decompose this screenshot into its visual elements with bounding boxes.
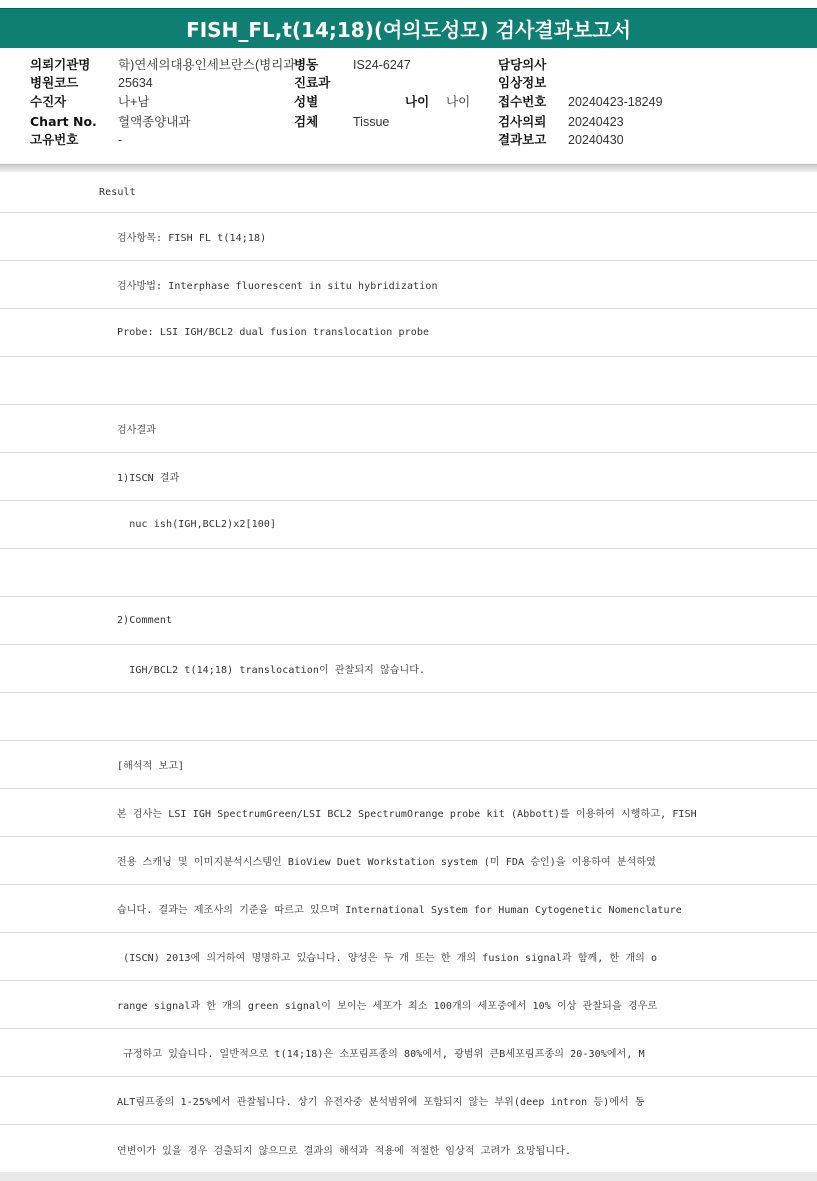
result-line xyxy=(0,453,817,501)
report-date-value: 20240430 xyxy=(568,133,624,147)
label-physician: 담당의사 xyxy=(498,57,547,72)
request-date-value: 20240423 xyxy=(568,115,624,129)
header-row xyxy=(0,131,817,149)
requesting-institution-value: 학)연세의대용인세브란스(병리과 xyxy=(118,58,296,72)
ward-value: IS24-6247 xyxy=(353,58,411,72)
result-line-text: 검사결과 xyxy=(117,425,157,436)
result-line-text: range signal과 한 개의 green signal이 보이는 세포가 최소 100개의 세포중에서 10% 이상 관찰되을 경우로 xyxy=(117,1001,658,1012)
patient-info-header xyxy=(0,52,817,164)
result-line xyxy=(0,309,817,357)
result-line-text: 연변이가 있을 경우 검출되지 않으므로 결과의 해석과 적용에 적절한 임상적 고려가 요망됩니다. xyxy=(117,1145,572,1157)
result-body xyxy=(0,172,817,1172)
label-department: 진료과 xyxy=(294,75,331,90)
result-line-text: ALT림프종의 1-25%에서 관찰됩니다. 상기 유전자중 분석범위에 포함되지 않는 부위(deep intron 등)에서 동 xyxy=(117,1097,645,1108)
result-line-text: 검사방법: Interphase fluorescent in situ hybridization xyxy=(117,281,438,292)
result-line xyxy=(0,357,817,405)
label-chart-no: Chart No. xyxy=(30,114,97,129)
label-receipt-number: 접수번호 xyxy=(498,94,547,109)
result-line xyxy=(0,837,817,885)
label-age: 나이 xyxy=(405,94,430,109)
label-requesting-institution: 의뢰기관명 xyxy=(30,57,91,72)
age-value: 나이 xyxy=(446,95,471,109)
result-line-text: 습니다. 결과는 제조사의 기준을 따르고 있으며 International System for Human Cytogenetic Nomenclature xyxy=(117,905,682,916)
result-line xyxy=(0,789,817,837)
result-line-text: [해석적 보고] xyxy=(117,761,185,772)
result-line-text: 전용 스캐닝 및 이미지분석시스템인 BioView Duet Workstation system (미 FDA 승인)을 이용하여 분석하였 xyxy=(117,857,656,868)
result-line-text: 검사항목: FISH FL t(14;18) xyxy=(117,233,267,244)
label-clinical-info: 임상정보 xyxy=(498,75,547,90)
result-line-text: 규정하고 있습니다. 일반적으로 t(14;18)은 소포림프종의 80%에서, 광범위 큰B세포림프종의 20-30%에서, M xyxy=(117,1049,645,1060)
label-unique-id: 고유번호 xyxy=(30,132,79,147)
result-line xyxy=(0,261,817,309)
label-patient: 수진자 xyxy=(30,94,67,109)
result-line-text: 2)Comment xyxy=(117,615,173,626)
result-line xyxy=(0,549,817,597)
section-divider xyxy=(0,164,817,172)
patient-value: 나+남 xyxy=(118,95,150,109)
unique-id-value: - xyxy=(118,133,123,147)
result-line-text: Result xyxy=(99,186,136,198)
header-row xyxy=(0,113,817,131)
result-line-text: nuc ish(IGH,BCL2)x2[100] xyxy=(117,519,277,530)
result-line-text: 본 검사는 LSI IGH SpectrumGreen/LSI BCL2 SpectrumOrange probe kit (Abbott)를 이용하여 시행하고, FISH xyxy=(117,809,697,820)
result-line xyxy=(0,741,817,789)
result-line-text: (ISCN) 2013에 의거하여 명명하고 있습니다. 양성은 두 개 또는 한 개의 fusion signal과 함께, 한 개의 o xyxy=(117,953,658,964)
result-line xyxy=(0,693,817,741)
header-row xyxy=(0,93,817,111)
specimen-value: Tissue xyxy=(353,115,390,129)
report-title: FISH_FL,t(14;18)(여의도성모) 검사결과보고서 xyxy=(0,8,817,48)
receipt-number-value: 20240423-18249 xyxy=(568,95,663,109)
label-ward: 병동 xyxy=(294,57,319,72)
result-line-text: 1)ISCN 결과 xyxy=(117,473,180,484)
result-line xyxy=(0,933,817,981)
header-row xyxy=(0,56,817,74)
result-line xyxy=(0,1077,817,1125)
chart-no-value: 혈액종양내과 xyxy=(118,115,191,129)
header-row xyxy=(0,74,817,92)
hospital-code-value: 25634 xyxy=(118,76,153,90)
result-line xyxy=(0,885,817,933)
result-line xyxy=(0,405,817,453)
result-line xyxy=(0,1125,817,1173)
result-line xyxy=(0,501,817,549)
result-line xyxy=(0,981,817,1029)
result-line xyxy=(0,1029,817,1077)
label-hospital-code: 병원코드 xyxy=(30,75,79,90)
result-line-text: Probe: LSI IGH/BCL2 dual fusion translocation probe xyxy=(117,327,430,338)
result-line-text: IGH/BCL2 t(14;18) translocation이 관찰되지 않습니다. xyxy=(117,665,426,676)
result-line xyxy=(0,645,817,693)
result-heading-line xyxy=(0,172,817,213)
label-sex: 성별 xyxy=(294,94,319,109)
bottom-strip xyxy=(0,1172,817,1181)
label-report-date: 결과보고 xyxy=(498,132,547,147)
label-specimen: 검체 xyxy=(294,114,319,129)
result-line xyxy=(0,213,817,261)
label-request-date: 검사의뢰 xyxy=(498,114,547,129)
result-line xyxy=(0,597,817,645)
